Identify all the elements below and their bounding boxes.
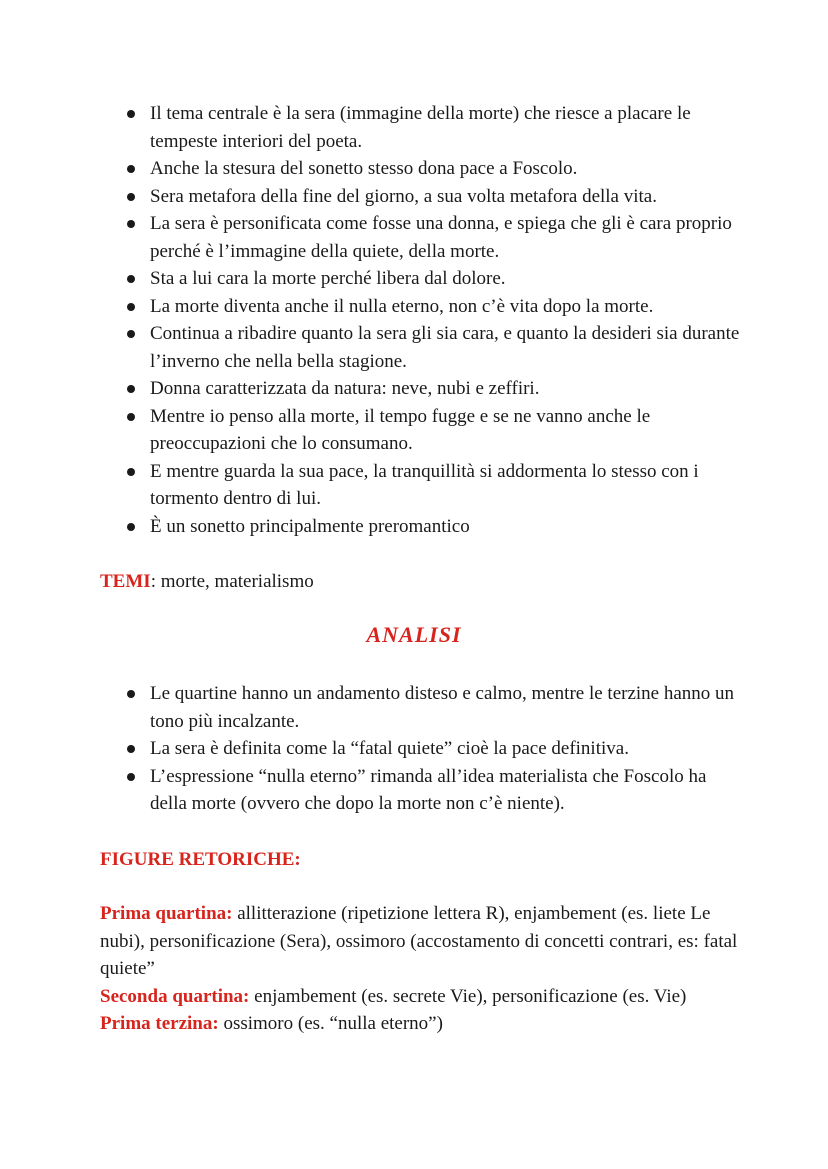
analisi-heading: ANALISI: [366, 622, 462, 647]
temi-label: TEMI: [100, 571, 151, 592]
temi-line: [100, 568, 314, 596]
analisi-bullet-list: [100, 680, 740, 818]
temi-text: : morte, materialismo: [150, 571, 314, 592]
figure-retoriche-section: [100, 900, 740, 1038]
list-item: Il tema centrale è la sera (immagine della morte) che riesce a placare le tempeste interiori del poeta.: [100, 100, 740, 155]
list-item: Anche la stesura del sonetto stesso dona pace a Foscolo.: [100, 155, 740, 183]
list-item: Le quartine hanno un andamento disteso e calmo, mentre le terzine hanno un tono più incalzante.: [100, 680, 740, 735]
list-item: Sta a lui cara la morte perché libera dal dolore.: [100, 265, 740, 293]
figure-item-label: Seconda quartina:: [100, 985, 250, 1007]
figure-item-text: enjambement (es. secrete Vie), personificazione (es. Vie): [249, 985, 687, 1007]
figure-item: [100, 900, 740, 983]
figure-item-label: Prima terzina:: [100, 1013, 219, 1034]
list-item: Mentre io penso alla morte, il tempo fugge e se ne vanno anche le preoccupazioni che lo consumano.: [100, 403, 740, 458]
list-item: E mentre guarda la sua pace, la tranquillità si addormenta lo stesso con i tormento dentro di lui.: [100, 458, 740, 513]
list-item: Continua a ribadire quanto la sera gli sia cara, e quanto la desideri sia durante l’inverno che nella bella stagione.: [100, 320, 740, 375]
figure-item-label: Prima quartina:: [100, 903, 233, 924]
figure-retoriche-heading: FIGURE RETORICHE:: [100, 849, 301, 870]
list-item: La morte diventa anche il nulla eterno, non c’è vita dopo la morte.: [100, 293, 740, 321]
list-item: L’espressione “nulla eterno” rimanda all’idea materialista che Foscolo ha della morte (ovvero che dopo la morte non c’è niente).: [100, 763, 740, 818]
list-item: Sera metafora della fine del giorno, a sua volta metafora della vita.: [100, 183, 740, 211]
figure-item-text: allitterazione (ripetizione lettera R), enjambement (es. liete Le nubi), personificazione (Sera), ossimoro (accostamento di concetti contrari, es: fatal quiete”: [100, 903, 738, 979]
figure-item-text: ossimoro (es. “nulla eterno”): [218, 1013, 443, 1034]
summary-bullet-list: [100, 100, 740, 540]
list-item: Donna caratterizzata da natura: neve, nubi e zeffiri.: [100, 375, 740, 403]
figure-item: [100, 1010, 740, 1038]
list-item: La sera è personificata come fosse una donna, e spiega che gli è cara proprio perché è l’immagine della quiete, della morte.: [100, 210, 740, 265]
figure-item: [100, 983, 740, 1011]
list-item: La sera è definita come la “fatal quiete” cioè la pace definitiva.: [100, 735, 740, 763]
list-item: È un sonetto principalmente preromantico: [100, 513, 740, 541]
